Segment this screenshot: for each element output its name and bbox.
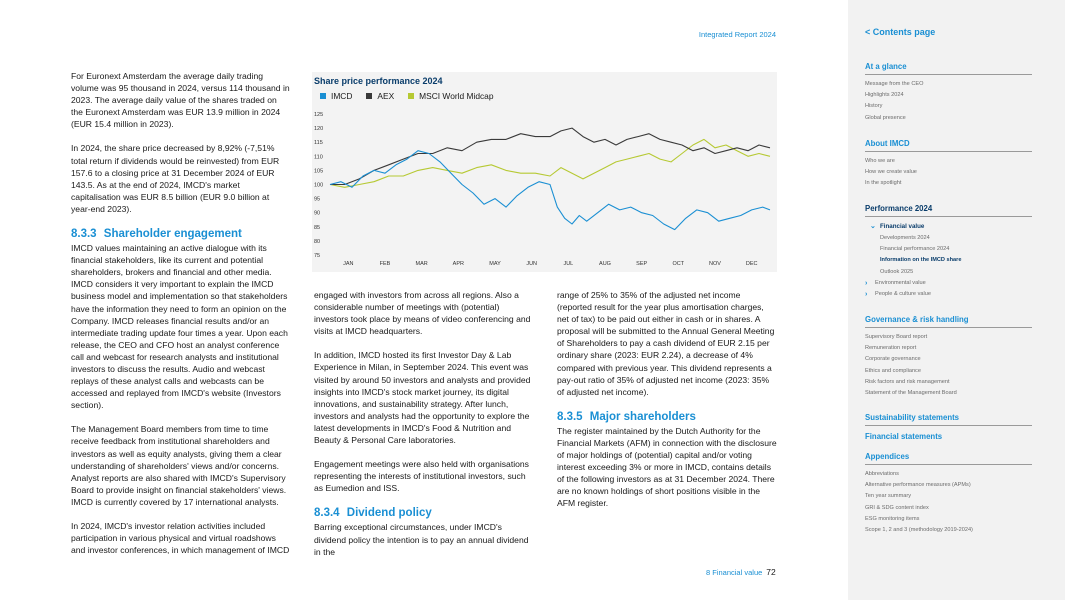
share-price-chart [312,72,777,272]
nav-section-at-a-glance [865,62,1032,124]
nav-section-governance [865,315,1032,399]
section-number: 8.3.4 [314,507,340,520]
x-tick-label: JUL [563,261,574,267]
section-number: 8.3.3 [71,228,97,241]
page-footer [706,567,776,577]
x-tick-label: APR [452,261,464,267]
paragraph-payout: range of 25% to 35% of the adjusted net income (reported result for the year plus amortisation charges, net of tax) to be paid out either in cash or in shares. A proposal will be submitted to the Annual General Meeting of Shareholders to pay a cash dividend of EUR 2.15 per ordinary share (2023: EUR 2.24), a decrease of 4% compared with previous year. This dividend represents a pay-out ratio of 35% of adjusted net income (2023: 35% of adjusted net income). [557,290,775,397]
y-tick-label: 75 [314,253,321,259]
nav-section-appendices [865,452,1032,536]
legend-label: MSCI World Midcap [419,91,494,101]
text-column-1 [71,70,290,568]
text-column-2 [314,289,534,570]
paragraph-dividend: Barring exceptional circumstances, under IMCD's dividend policy the intention is to pay an annual dividend in the [314,522,529,557]
x-tick-label: JAN [343,261,354,267]
section-heading-major-shareholders [557,410,777,424]
nav-item[interactable]: GRI & SDG content index [865,504,929,511]
nav-section-sustainability [865,413,1032,430]
y-tick-label: 110 [314,154,323,161]
legend-label: IMCD [331,91,353,101]
navigation-sidebar [848,0,1065,600]
nav-subsection-label: Financial value [880,223,925,230]
legend-item-aex [366,91,394,101]
section-title: Dividend policy [346,507,432,520]
chart-canvas [312,72,777,272]
legend-item-msci [408,91,493,101]
x-tick-label: AUG [599,261,611,267]
nav-item[interactable]: Highlights 2024 [865,92,904,99]
y-tick-label: 90 [314,210,321,217]
nav-subsection-financial-value[interactable] [870,221,1032,233]
nav-section-financial-statements [865,432,1032,448]
legend-swatch [408,93,414,99]
nav-subsection-label: People & culture value [875,290,931,297]
section-title: Shareholder engagement [103,228,242,241]
nav-item[interactable]: History [865,103,883,110]
nav-item[interactable]: ESG monitoring items [865,515,920,522]
x-tick-label: FEB [379,261,391,267]
nav-section-title[interactable]: Appendices [865,452,1032,465]
nav-item[interactable]: Remuneration report [865,345,917,352]
nav-item[interactable]: Ethics and compliance [865,367,921,374]
y-tick-label: 80 [314,238,321,245]
x-tick-label: SEP [636,261,648,267]
nav-item[interactable]: Scope 1, 2 and 3 (methodology 2019-2024) [865,527,973,534]
section-heading-shareholder-engagement [71,227,290,241]
y-tick-label: 115 [314,140,323,147]
nav-item[interactable]: Financial performance 2024 [880,246,950,253]
paragraph-management-board: The Management Board members from time to time receive feedback from institutional shareholders and investors as well as equity analysts, giving them a clear understanding of shareholders' views and/or concerns. Analyst reports are also shared with IMCD's Supervisory Board to provide insight on financial stakeholders' views. IMCD is currently covered by 17 international analysts. [71,424,287,507]
nav-item-current[interactable]: Information on the IMCD share [880,257,962,264]
paragraph-engaged: engaged with investors from across all regions. Also a considerable number of meetings with (potential) investors took place by means of video conferencing and visits at IMCD headquarters. [314,290,531,337]
nav-item[interactable]: Statement of the Management Board [865,390,957,397]
y-tick-label: 95 [314,196,321,203]
chevron-right-icon: › [865,290,868,298]
legend-label: AEX [377,91,395,101]
nav-item[interactable]: Who we are [865,158,895,164]
report-title: Integrated Report 2024 [698,30,776,39]
nav-subsection-label: Environmental value [875,279,926,286]
nav-section-about-imcd [865,139,1032,190]
nav-item[interactable]: Risk factors and risk management [865,378,950,385]
page-number: 72 [766,567,776,577]
msci-series-line [330,139,770,187]
nav-item[interactable]: Abbreviations [865,471,899,477]
paragraph-trading-volume: For Euronext Amsterdam the average daily trading volume was 95 thousand in 2024, versus 114 thousand in 2023. The average daily value of the shares traded on the Euronext Amsterdam was EUR 13.9 million in 2024 (EUR 15.4 million in 2023). [71,71,290,130]
nav-section-title[interactable]: About IMCD [865,139,1032,152]
nav-item[interactable]: Developments 2024 [880,235,930,241]
paragraph-engagement-meetings: Engagement meetings were also held with organisations representing the interests of institutional investors, such as Eumedion and ISS. [314,459,529,494]
x-tick-label: MAR [415,261,428,267]
contents-page-link[interactable]: < Contents page [865,27,936,37]
footer-section-link[interactable]: 8 Financial value [706,568,763,577]
paragraph-investor-relations: In 2024, IMCD's investor relation activities included participation in various physical and virtual roadshows and investor conferences, in which management of IMCD [71,521,290,556]
chevron-down-icon: ⌄ [870,223,876,230]
nav-item[interactable]: Corporate governance [865,356,921,363]
nav-section-title[interactable]: Sustainability statements [865,413,1032,426]
legend-item-imcd [320,91,352,101]
section-heading-dividend-policy [314,506,534,520]
nav-item[interactable]: Global presence [865,114,906,121]
nav-section-performance [865,204,1032,300]
paragraph-engagement: IMCD values maintaining an active dialogue with its financial stakeholders, like its current and potential shareholders, brokers and financial and other media. IMCD considers it very important to explain the IMCD business model and implementation so that stakeholders have the information they need to form an opinion on the Company. IMCD releases financial results and/or an intermediate trading update four times a year. Upon each release, the CEO and CFO host an analyst conference call and webcast for research analysts and institutional investors to discuss the results. Audio and webcast replays of these analyst calls and webcasts can be accessed and replayed from IMCD's website (Investors section). [71,243,288,411]
paragraph-share-price: In 2024, the share price decreased by 8,92% (-7,51% total return if dividends would be reinvested) from EUR 157.6 to a closing price at 31 December 2024 of EUR 143.5. As at the end of 2024, IMCD's market capitalisation was EUR 8.5 billion (EUR 9.0 billion at year-end 2023). [71,143,280,214]
section-title: Major shareholders [589,410,696,423]
nav-subsection-people[interactable] [865,289,1032,300]
y-tick-label: 85 [314,224,321,231]
nav-item[interactable]: Supervisory Board report [865,334,928,340]
x-tick-label: JUN [526,261,538,267]
nav-item[interactable]: Message from the CEO [865,81,924,87]
x-tick-label: MAY [489,261,501,267]
nav-section-title[interactable]: At a glance [865,62,1032,75]
nav-item[interactable]: In the spotlight [865,180,902,187]
nav-item[interactable]: Alternative performance measures (APMs) [865,482,971,489]
legend-swatch [320,93,326,99]
x-tick-label: OCT [672,261,685,267]
nav-section-title[interactable]: Governance & risk handling [865,315,1032,328]
section-number: 8.3.5 [557,410,583,423]
y-tick-label: 120 [314,126,324,133]
nav-item[interactable]: Outlook 2025 [880,268,914,275]
nav-item[interactable]: Ten year summary [865,493,912,500]
x-tick-label: DEC [745,261,758,267]
chart-title: Share price performance 2024 [314,76,443,86]
y-tick-label: 125 [314,112,324,118]
text-column-3 [557,289,777,522]
x-tick-label: NOV [709,261,721,267]
chevron-right-icon: › [865,279,868,287]
legend-swatch [366,93,372,99]
nav-section-title[interactable]: Performance 2024 [865,204,1032,217]
paragraph-investor-day: In addition, IMCD hosted its first Investor Day & Lab Experience in Milan, in September 2024. This event was visited by around 50 investors and analysts and provided insights into IMCD's stock market journey, its digital innovations, and sustainability strategy. After lunch, investors and analysts had the opportunity to explore the latest developments in IMCD's Food & Nutrition and Beauty & Personal Care laboratories. [314,350,531,446]
paragraph-register: The register maintained by the Dutch Authority for the Financial Markets (AFM) in connection with the disclosure of major holdings of (potential) capital and/or voting interest exceeding 3% or more in IMCD, contains details of the following investors as at 31 December 2024. There are no known holdings of short positions visible in the AFM register. [557,425,777,509]
nav-section-title[interactable]: Financial statements [865,432,943,441]
y-tick-label: 105 [314,168,324,175]
chart-legend [320,91,493,101]
y-tick-label: 100 [314,182,324,189]
nav-subsection-environmental[interactable] [865,278,1032,289]
nav-item[interactable]: How we create value [865,169,917,176]
